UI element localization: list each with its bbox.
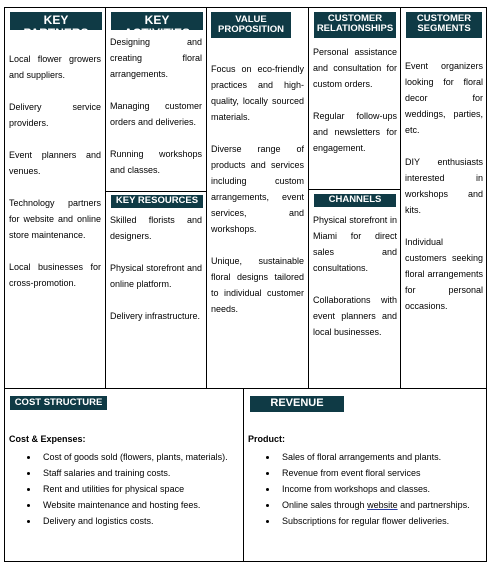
- list-item: Focus on eco-friendly practices and high-quality, locally sourced materials.: [211, 64, 304, 122]
- website-link[interactable]: website: [367, 500, 398, 510]
- list-item: • Website maintenance and hosting fees.: [39, 497, 265, 513]
- value-proposition-header: [211, 12, 291, 38]
- revenue-header: REVENUE: [250, 396, 344, 412]
- list-item: Event organizers looking for floral decor for weddings, parties, etc.: [405, 61, 483, 135]
- online-sales-suffix: and partnerships.: [397, 500, 470, 510]
- list-item: Unique, sustainable floral designs tailored to individual customer needs.: [211, 256, 304, 314]
- list-item: • Subscriptions for regular flower deliveries.: [278, 513, 492, 529]
- key-activities-list: [110, 34, 202, 194]
- value-proposition-title-line2: PROPOSITION: [218, 23, 284, 35]
- list-item: Diverse range of products and services including custom arrangements, event services, and workshops.: [211, 144, 304, 234]
- revenue-cell: [243, 388, 487, 562]
- list-item: Designing and creating floral arrangements.: [110, 37, 202, 79]
- key-activities-cell: [105, 7, 207, 192]
- list-item: • Sales of floral arrangements and plants.: [278, 449, 492, 465]
- online-sales-text: Online sales through: [282, 500, 365, 510]
- customer-relationships-cell: [308, 7, 401, 190]
- customer-relationships-header: [314, 12, 396, 38]
- list-item: Delivery infrastructure.: [110, 311, 201, 321]
- customer-relationships-title-line2: RELATIONSHIPS: [316, 22, 394, 34]
- list-item: • Staff salaries and training costs.: [39, 465, 265, 481]
- list-item: Managing customer orders and deliveries.: [110, 101, 202, 127]
- list-item: Collaborations with event planners and local businesses.: [313, 295, 397, 337]
- customer-segments-cell: [400, 7, 487, 389]
- customer-segments-list: [405, 58, 483, 330]
- list-item: • Rent and utilities for physical space: [39, 481, 265, 497]
- list-item: Event planners and venues.: [9, 150, 101, 176]
- value-proposition-cell: [206, 7, 309, 389]
- list-item: • Delivery and logistics costs.: [39, 513, 265, 529]
- cost-structure-header: COST STRUCTURE: [10, 396, 107, 410]
- cost-structure-subheading: Cost & Expenses:: [9, 434, 86, 444]
- list-item: Personal assistance and consultation for custom orders.: [313, 47, 397, 89]
- list-item: Regular follow-ups and newsletters for engagement.: [313, 111, 397, 153]
- key-resources-list: [110, 212, 202, 340]
- key-partners-header: KEY PARTNERS: [10, 12, 102, 30]
- channels-list: [313, 212, 397, 356]
- key-resources-header: KEY RESOURCES: [111, 195, 203, 208]
- value-proposition-title-line1: VALUE: [235, 14, 267, 25]
- key-activities-header: KEY ACTIVITIES: [111, 12, 203, 30]
- list-item: DIY enthusiasts interested in workshops and kits.: [405, 157, 483, 215]
- revenue-list: [244, 449, 492, 529]
- list-item: Delivery service providers.: [9, 102, 101, 128]
- revenue-subheading: Product:: [248, 434, 285, 444]
- channels-header: CHANNELS: [314, 194, 396, 207]
- list-item: • Cost of goods sold (flowers, plants, materials).: [39, 449, 265, 465]
- value-proposition-list: [211, 61, 304, 333]
- list-item: Technology partners for website and online store maintenance.: [9, 198, 101, 240]
- customer-segments-header: [406, 12, 482, 38]
- key-partners-cell: [4, 7, 106, 389]
- customer-segments-title-line2: SEGMENTS: [417, 22, 471, 34]
- list-item: Physical storefront in Miami for direct sales and consultations.: [313, 215, 397, 273]
- key-partners-list: [9, 51, 101, 307]
- list-item: Skilled florists and designers.: [110, 215, 202, 241]
- list-item: • Income from workshops and classes.: [278, 481, 492, 497]
- channels-cell: [308, 189, 401, 389]
- list-item: Physical storefront and online platform.: [110, 263, 202, 289]
- customer-segments-title-line1: CUSTOMER: [416, 13, 472, 24]
- customer-relationships-list: [313, 44, 397, 172]
- customer-relationships-title-line1: CUSTOMER: [327, 13, 383, 24]
- cost-structure-list: [5, 449, 265, 529]
- list-item: Local flower growers and suppliers.: [9, 54, 101, 80]
- list-item: Running workshops and classes.: [110, 149, 202, 175]
- list-item: Local businesses for cross-promotion.: [9, 262, 101, 288]
- key-resources-cell: [105, 191, 207, 389]
- list-item: Individual customers seeking floral arrangements for personal occasions.: [405, 237, 483, 311]
- list-item: [278, 497, 492, 513]
- cost-structure-cell: [4, 388, 244, 562]
- list-item: • Revenue from event floral services: [278, 465, 492, 481]
